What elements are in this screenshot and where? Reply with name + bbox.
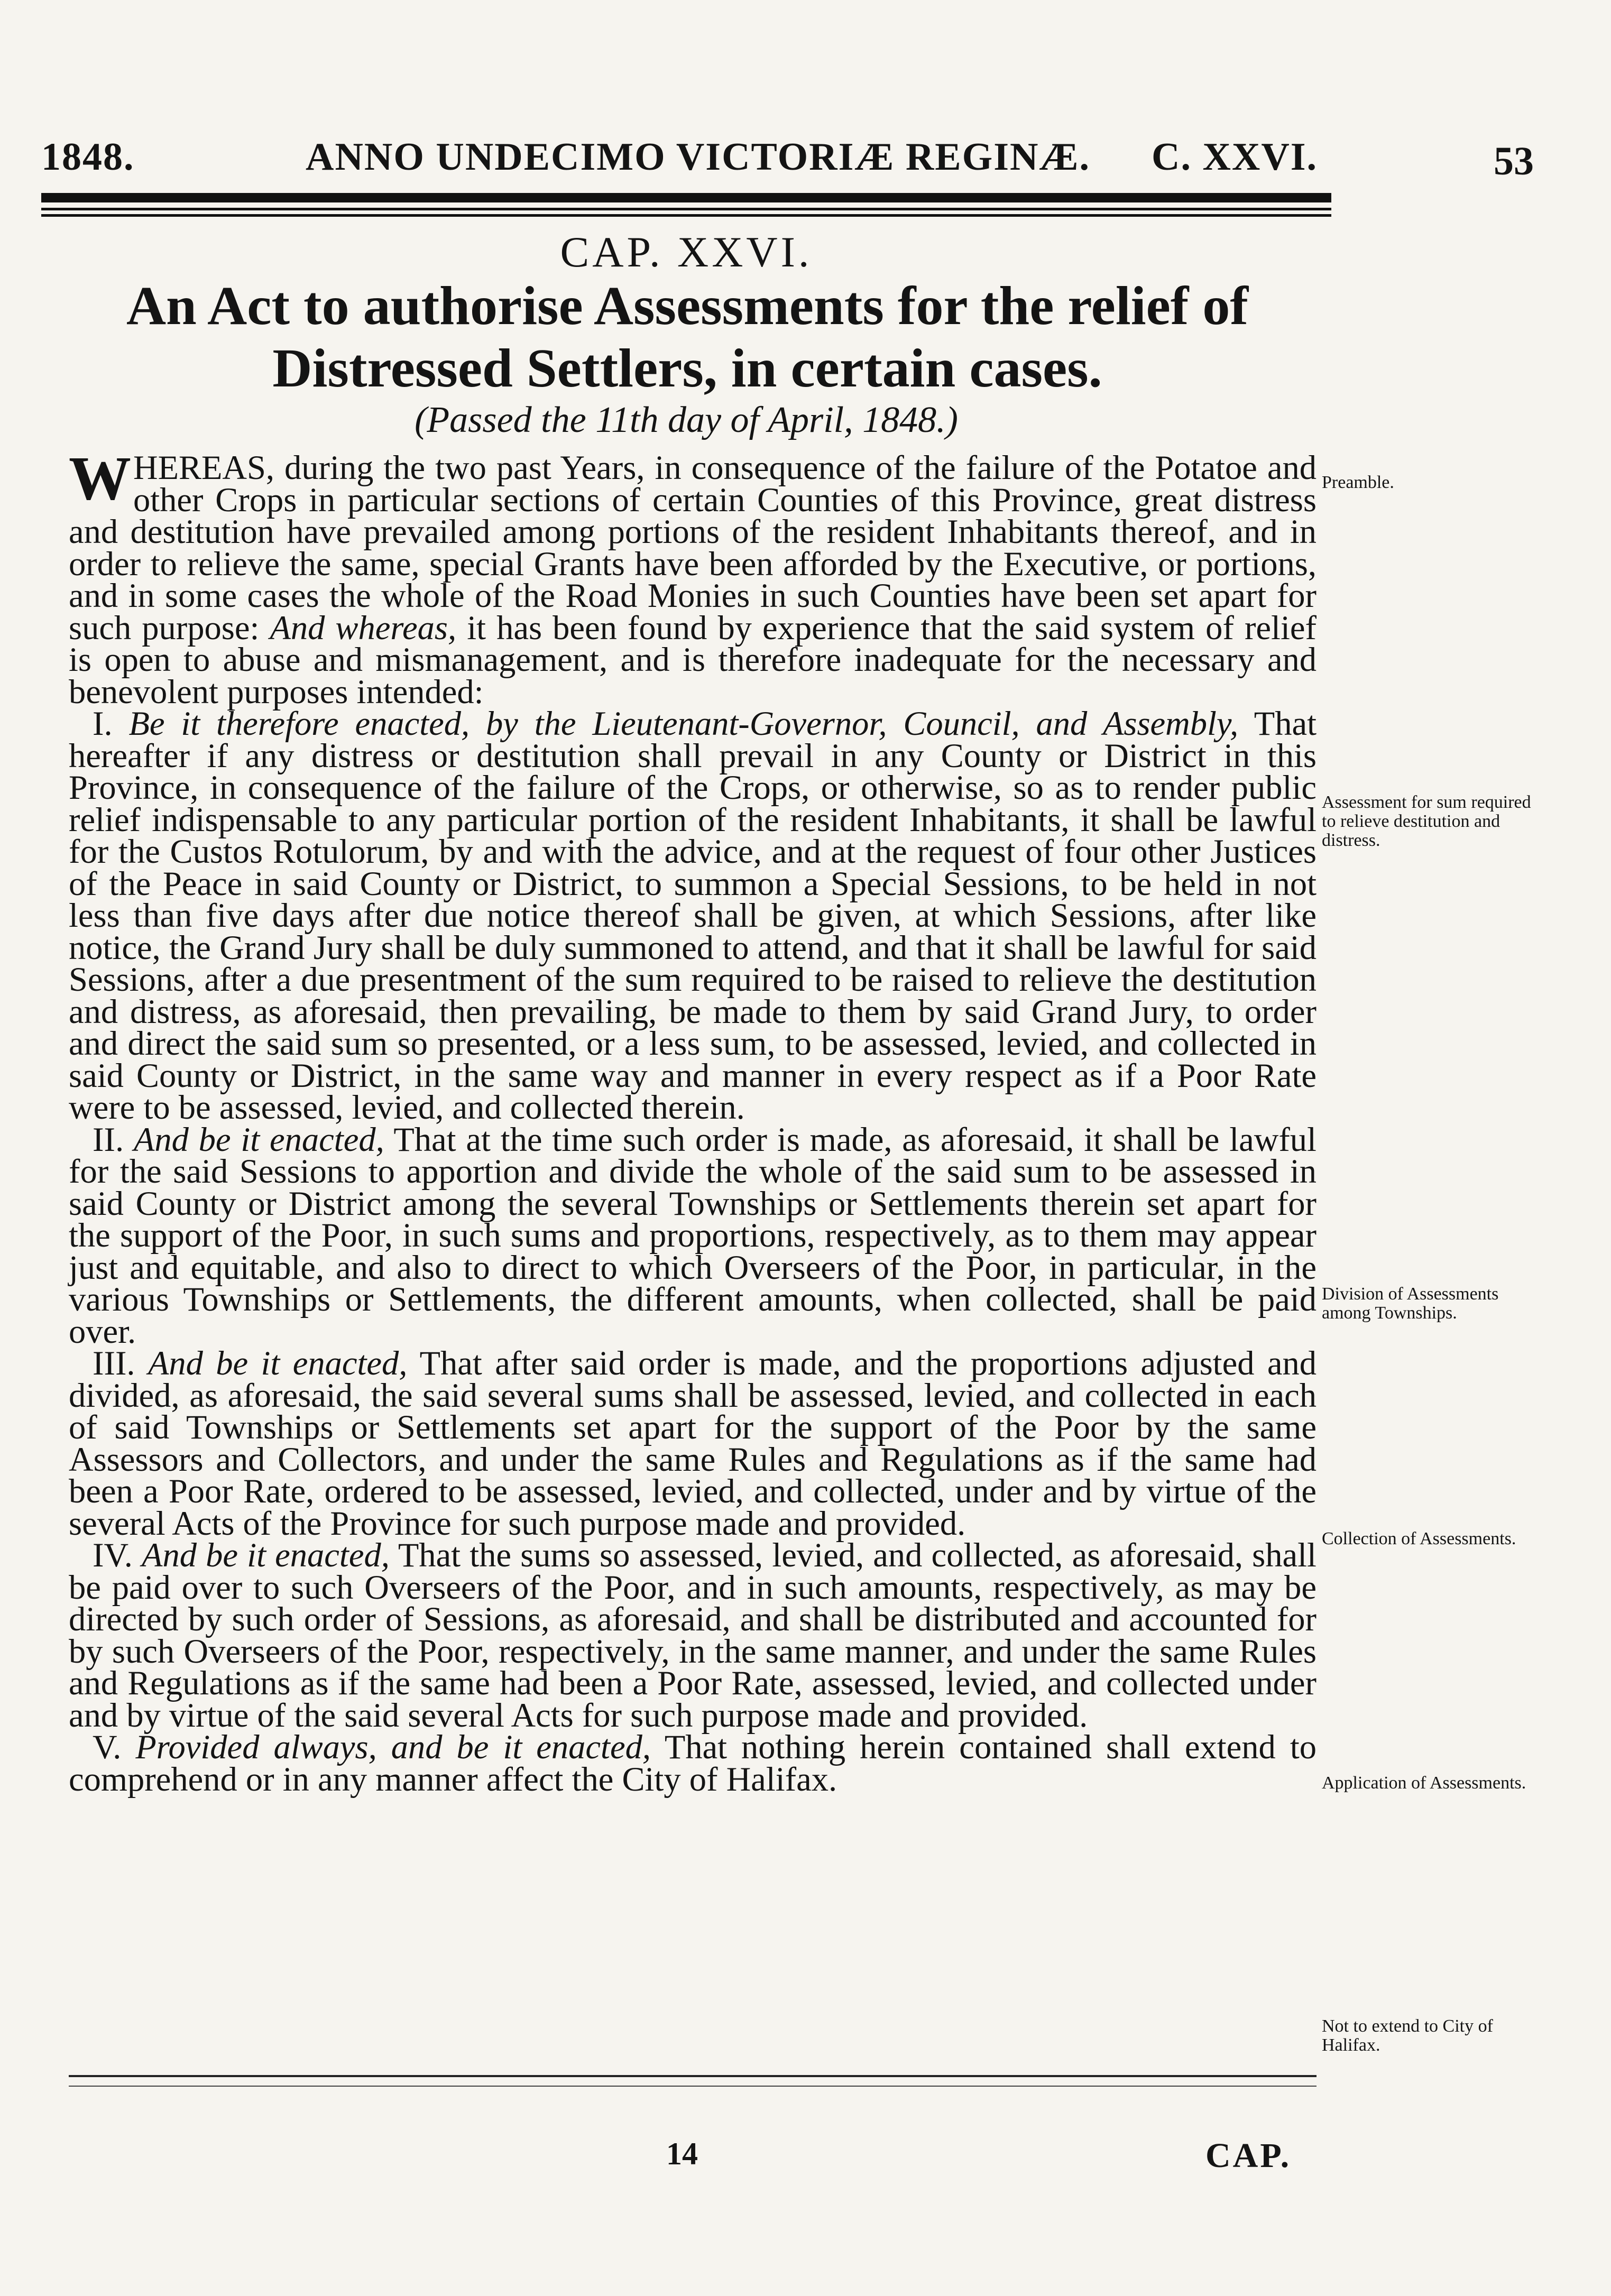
chapter-title: CAP. XXVI. [560, 228, 813, 276]
page-number: 53 [1494, 139, 1534, 183]
margin-note-division: Division of Assessments among Townships. [1322, 1284, 1499, 1323]
section-2 [69, 1120, 1317, 1350]
section-text: That after said order is made, and the proportions adjusted and divided, as aforesaid, the said several sums shall be assessed, levied, and collected in each of said Townships or Settlements set apart for the support of the Poor by the same Assessors and Collectors, and under the same Rules and Regulations as if the same had been a Poor Rate, ordered to be assessed, levied, and collected, under and by virtue of the several Acts of the Province for such purpose made and provided. [69, 1344, 1317, 1542]
passed-date-text: (Passed the 11th day of April, 1848.) [415, 400, 958, 440]
header-rule-thin-lower [41, 214, 1331, 217]
margin-note-collection: Collection of Assessments. [1322, 1529, 1516, 1548]
section-text: That nothing herein contained shall extend to comprehend or in any manner affect the City of Halifax. [69, 1728, 1317, 1798]
section-1 [69, 705, 1317, 1126]
passed-date [41, 399, 1331, 441]
signature-mark: 14 [666, 2136, 698, 2171]
header-rule-thin [41, 208, 1331, 210]
catchword: CAP. [1205, 2136, 1292, 2175]
running-head-title: ANNO UNDECIMO VICTORIÆ REGINÆ. [306, 135, 1090, 179]
footer-rule [69, 2075, 1317, 2077]
section-text: That the sums so assessed, levied, and collected, as aforesaid, shall be paid over to such Overseers of the Poor, and in such amounts, respectively, as may be directed by such order of Sessions, as aforesaid, and shall be distributed and accounted for by such Overseers of the Poor, respectively, in the same manner, and under the same Rules and Regulations as if the same had been a Poor Rate, assessed, levied, and collected under and by virtue of the said several Acts for such purpose made and provided. [69, 1536, 1317, 1734]
margin-note-application: Application of Assessments. [1322, 1773, 1526, 1793]
preamble-text: HEREAS, during the two past Years, in consequence of the failure of the Potatoe and other Crops in particular sections of certain Counties of this Province, great distress and destitution have prevailed among portions of the resident Inhabitants thereof, and in order to relieve the same, special Grants have been afforded by the Executive, or portions, and in some cases the whole of the Road Monies in such Counties have been set apart for such purpose: [69, 449, 1317, 647]
section-number: II. [93, 1120, 124, 1158]
footer-rule-thin [69, 2086, 1317, 2087]
section-lead: And be it enacted, [133, 1120, 384, 1158]
section-text: That at the time such order is made, as aforesaid, it shall be lawful for the said Sessions to apportion and divide the whole of the said sum to be assessed in said County or District among the several Townships or Settlements therein set apart for the support of the Poor, in such sums and proportions, respectively, as to them may appear just and equitable, and also to direct to which Overseers of the Poor, in particular, in the various Townships or Settlements, the different amounts, when collected, shall be paid over. [69, 1120, 1317, 1350]
section-text: That hereafter if any distress or destitution shall prevail in any County or District in this Province, in consequence of the failure of the Crops, or otherwise, so as to render public relief indispensable to any particular portion of the resident Inhabitants, it shall be lawful for the Custos Rotulorum, by and with the advice, and at the request of four other Justices of the Peace in said County or District, to summon a Special Sessions, to be held in not less than five days after due notice thereof shall be given, at which Sessions, after like notice, the Grand Jury shall be duly summoned to attend, and that it shall be lawful for said Sessions, after a due presentment of the sum required to be raised to relieve the destitution and distress, as aforesaid, then prevailing, be made to them by said Grand Jury, to order and direct the said sum so presented, or a less sum, to be assessed, levied, and collected in said County or District, in the same way and manner in every respect as if a Poor Rate were to be assessed, levied, and collected therein. [69, 705, 1317, 1126]
section-number: IV. [93, 1536, 133, 1574]
section-number: III. [93, 1344, 135, 1382]
margin-note-assessment: Assessment for sum required to relieve destitution and distress. [1322, 792, 1531, 850]
running-head-year: 1848. [41, 135, 135, 179]
running-head [41, 135, 1331, 193]
section-5 [69, 1728, 1317, 1798]
drop-cap: W [69, 444, 131, 513]
section-number: V. [93, 1728, 122, 1766]
section-lead: Provided always, and be it enacted, [135, 1728, 651, 1766]
section-4 [69, 1536, 1317, 1734]
preamble-text-continued: it has been found by experience that the said system of relief is open to abuse and mismanagement, and is therefore inadequate for the necessary and benevolent purposes intended: [69, 608, 1317, 711]
preamble-whereas: And whereas, [270, 608, 457, 647]
section-number: I. [93, 705, 113, 742]
section-3 [69, 1344, 1317, 1542]
margin-note-halifax: Not to extend to City of Halifax. [1322, 2016, 1493, 2055]
header-rule-thick [41, 193, 1331, 202]
running-head-chapter: C. XXVI. [1152, 135, 1318, 179]
act-body [69, 444, 1317, 1798]
margin-note-preamble: Preamble. [1322, 473, 1394, 492]
section-lead: And be it enacted, [142, 1536, 390, 1574]
preamble-paragraph [69, 444, 1317, 711]
act-title: An Act to authorise Assessments for the relief of Distressed Settlers, in certain cases. [126, 275, 1249, 399]
section-lead: Be it therefore enacted, by the Lieutenant-Governor, Council, and Assembly, [128, 705, 1239, 742]
section-lead: And be it enacted, [148, 1344, 408, 1382]
